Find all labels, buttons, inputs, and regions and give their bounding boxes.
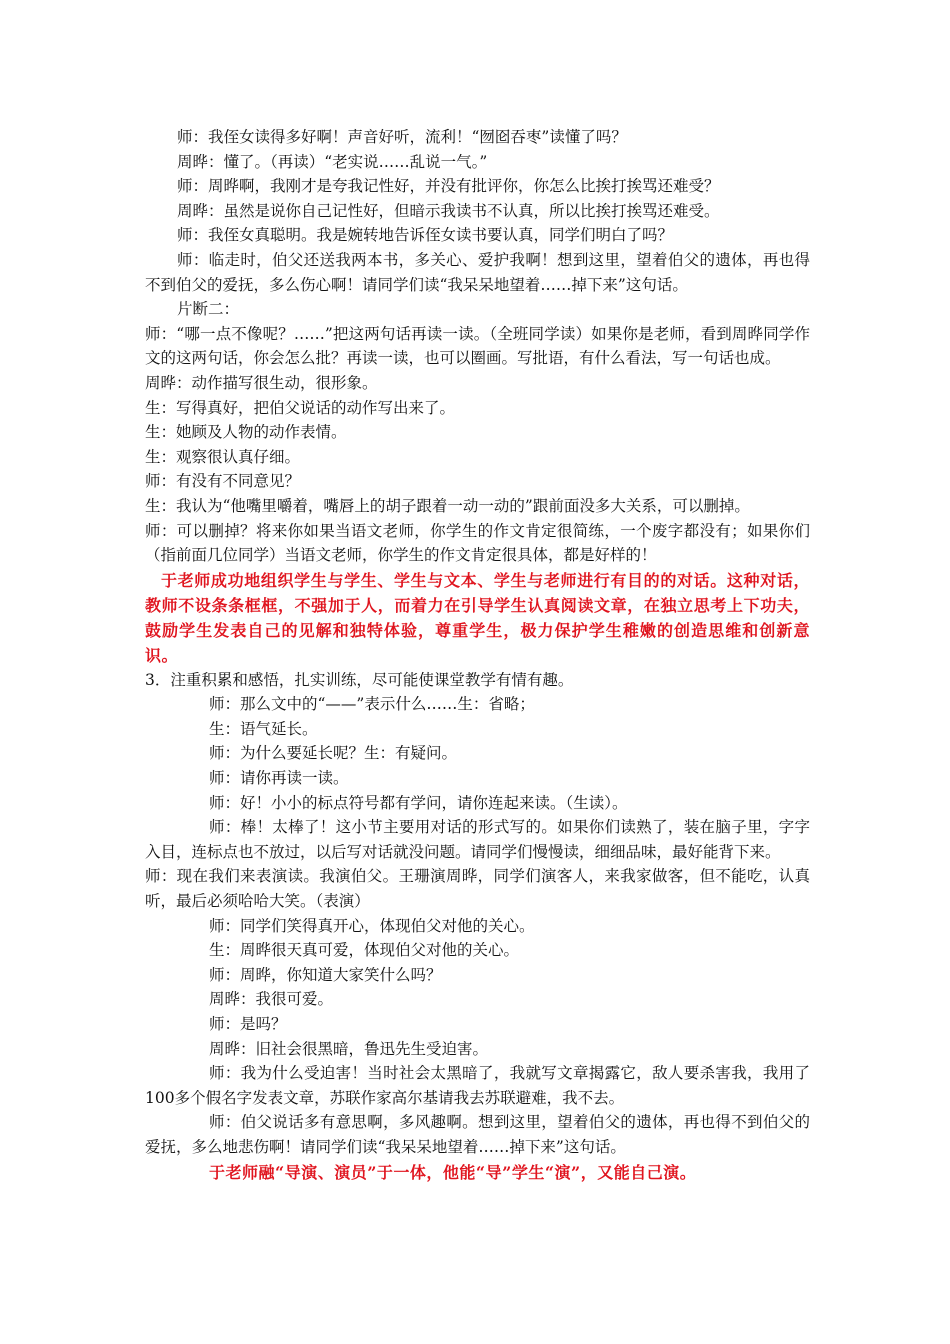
- line-11: 生：她顾及人物的动作表情。: [145, 423, 347, 442]
- line-32: 师：伯父说话多有意思啊，多风趣啊。想到这里，望着伯父的遗体，再也得不到伯父的爱抚，多么地悲伤啊！请同学们读“我呆呆地望着……掉下来”这句话。: [145, 1113, 810, 1156]
- section-label: 片断二：: [177, 300, 240, 319]
- line-25: 师：同学们笑得真开心，体现伯父对他的关心。: [209, 916, 535, 935]
- line-12: 生：观察很认真仔细。: [145, 447, 301, 466]
- commentary-2: 于老师融“导演、演员”于一体，他能“导”学生“演”，又能自己演。: [209, 1162, 697, 1182]
- commentary-1: 于老师成功地组织学生与学生、学生与文本、学生与老师进行有目的的对话。这种对话，教师不设条条框框，不强加于人，而着力在引导学生认真阅读文章，在独立思考上下功夫，鼓励学生发表自己的见解和独特体验，尊重学生，极力保护学生稚嫩的创造思维和创新意识。: [145, 570, 810, 665]
- line-31: 师：我为什么受迫害！当时社会太黑暗了，我就写文章揭露它，敌人要杀害我，我用了100多个假名字发表文章，苏联作家高尔基请我去苏联避难，我不去。: [145, 1064, 810, 1107]
- line-01: 师：我侄女读得多好啊！声音好听，流利！“囫囵吞枣”读懂了吗？: [177, 128, 627, 146]
- line-03: 师：周晔啊，我刚才是夸我记性好，并没有批评你，你怎么比挨打挨骂还难受？: [177, 177, 720, 196]
- line-06: 师：临走时，伯父还送我两本书，多关心、爱护我啊！想到这里，望着伯父的遗体，再也得不到伯父的爱抚，多么伤心啊！请同学们读“我呆呆地望着……掉下来”这句话。: [145, 250, 810, 294]
- line-21: 师：请你再读一读。: [209, 769, 349, 788]
- heading-3: 3．注重积累和感悟，扎实训练，尽可能使课堂教学有情有趣。: [145, 670, 574, 689]
- line-24: 师：现在我们来表演读。我演伯父。王珊演周晔，同学们演客人，来我家做客，但不能吃，认真听，最后必须哈哈大笑。（表演）: [145, 867, 810, 911]
- line-04: 周晔：虽然是说你自己记性好，但暗示我读书不认真，所以比挨打挨骂还难受。: [177, 201, 720, 220]
- line-30: 周晔：旧社会很黑暗，鲁迅先生受迫害。: [209, 1039, 489, 1058]
- line-13: 师：有没有不同意见？: [145, 472, 301, 491]
- line-28: 周晔：我很可爱。: [209, 990, 334, 1009]
- line-27: 师：周晔，你知道大家笑什么吗？: [209, 965, 442, 984]
- line-23: 师：棒！太棒了！这小节主要用对话的形式写的。如果你们读熟了，装在脑子里，字字入目，连标点也不放过，以后写对话就没问题。请同学们慢慢读，细细品味，最好能背下来。: [145, 818, 810, 861]
- line-15: 师：可以删掉？将来你如果当语文老师，你学生的作文肯定很简练，一个废字都没有；如果你们（指前面几位同学）当语文老师，你学生的作文肯定很具体，都是好样的！: [145, 521, 810, 565]
- line-14: 生：我认为“他嘴里嚼着，嘴唇上的胡子跟着一动一动的”跟前面没多大关系，可以删掉。: [145, 496, 750, 515]
- line-05: 师：我侄女真聪明。我是婉转地告诉侄女读书要认真，同学们明白了吗？: [177, 226, 674, 245]
- line-09: 周晔：动作描写很生动，很形象。: [145, 373, 378, 392]
- line-29: 师：是吗？: [209, 1015, 287, 1033]
- line-08: 师：“哪一点不像呢？……”把这两句话再读一读。（全班同学读）如果你是老师，看到周晔同学作文的这两句话，你会怎么批？再读一读，也可以圈画。写批语，有什么看法，写一句话也成。: [145, 324, 810, 368]
- line-20: 师：为什么要延长呢？生：有疑问。: [209, 744, 458, 763]
- line-02: 周晔：懂了。（再读）“老实说……乱说一气。”: [177, 152, 488, 171]
- line-19: 生：语气延长。: [209, 719, 318, 738]
- line-26: 生：周晔很天真可爱，体现伯父对他的关心。: [209, 941, 520, 960]
- line-22: 师：好！小小的标点符号都有学问，请你连起来读。（生读）。: [209, 793, 628, 812]
- document-page: [145, 125, 810, 1185]
- line-10: 生：写得真好，把伯父说话的动作写出来了。: [145, 398, 456, 417]
- line-18: 师：那么文中的“——”表示什么……生：省略；: [209, 695, 535, 714]
